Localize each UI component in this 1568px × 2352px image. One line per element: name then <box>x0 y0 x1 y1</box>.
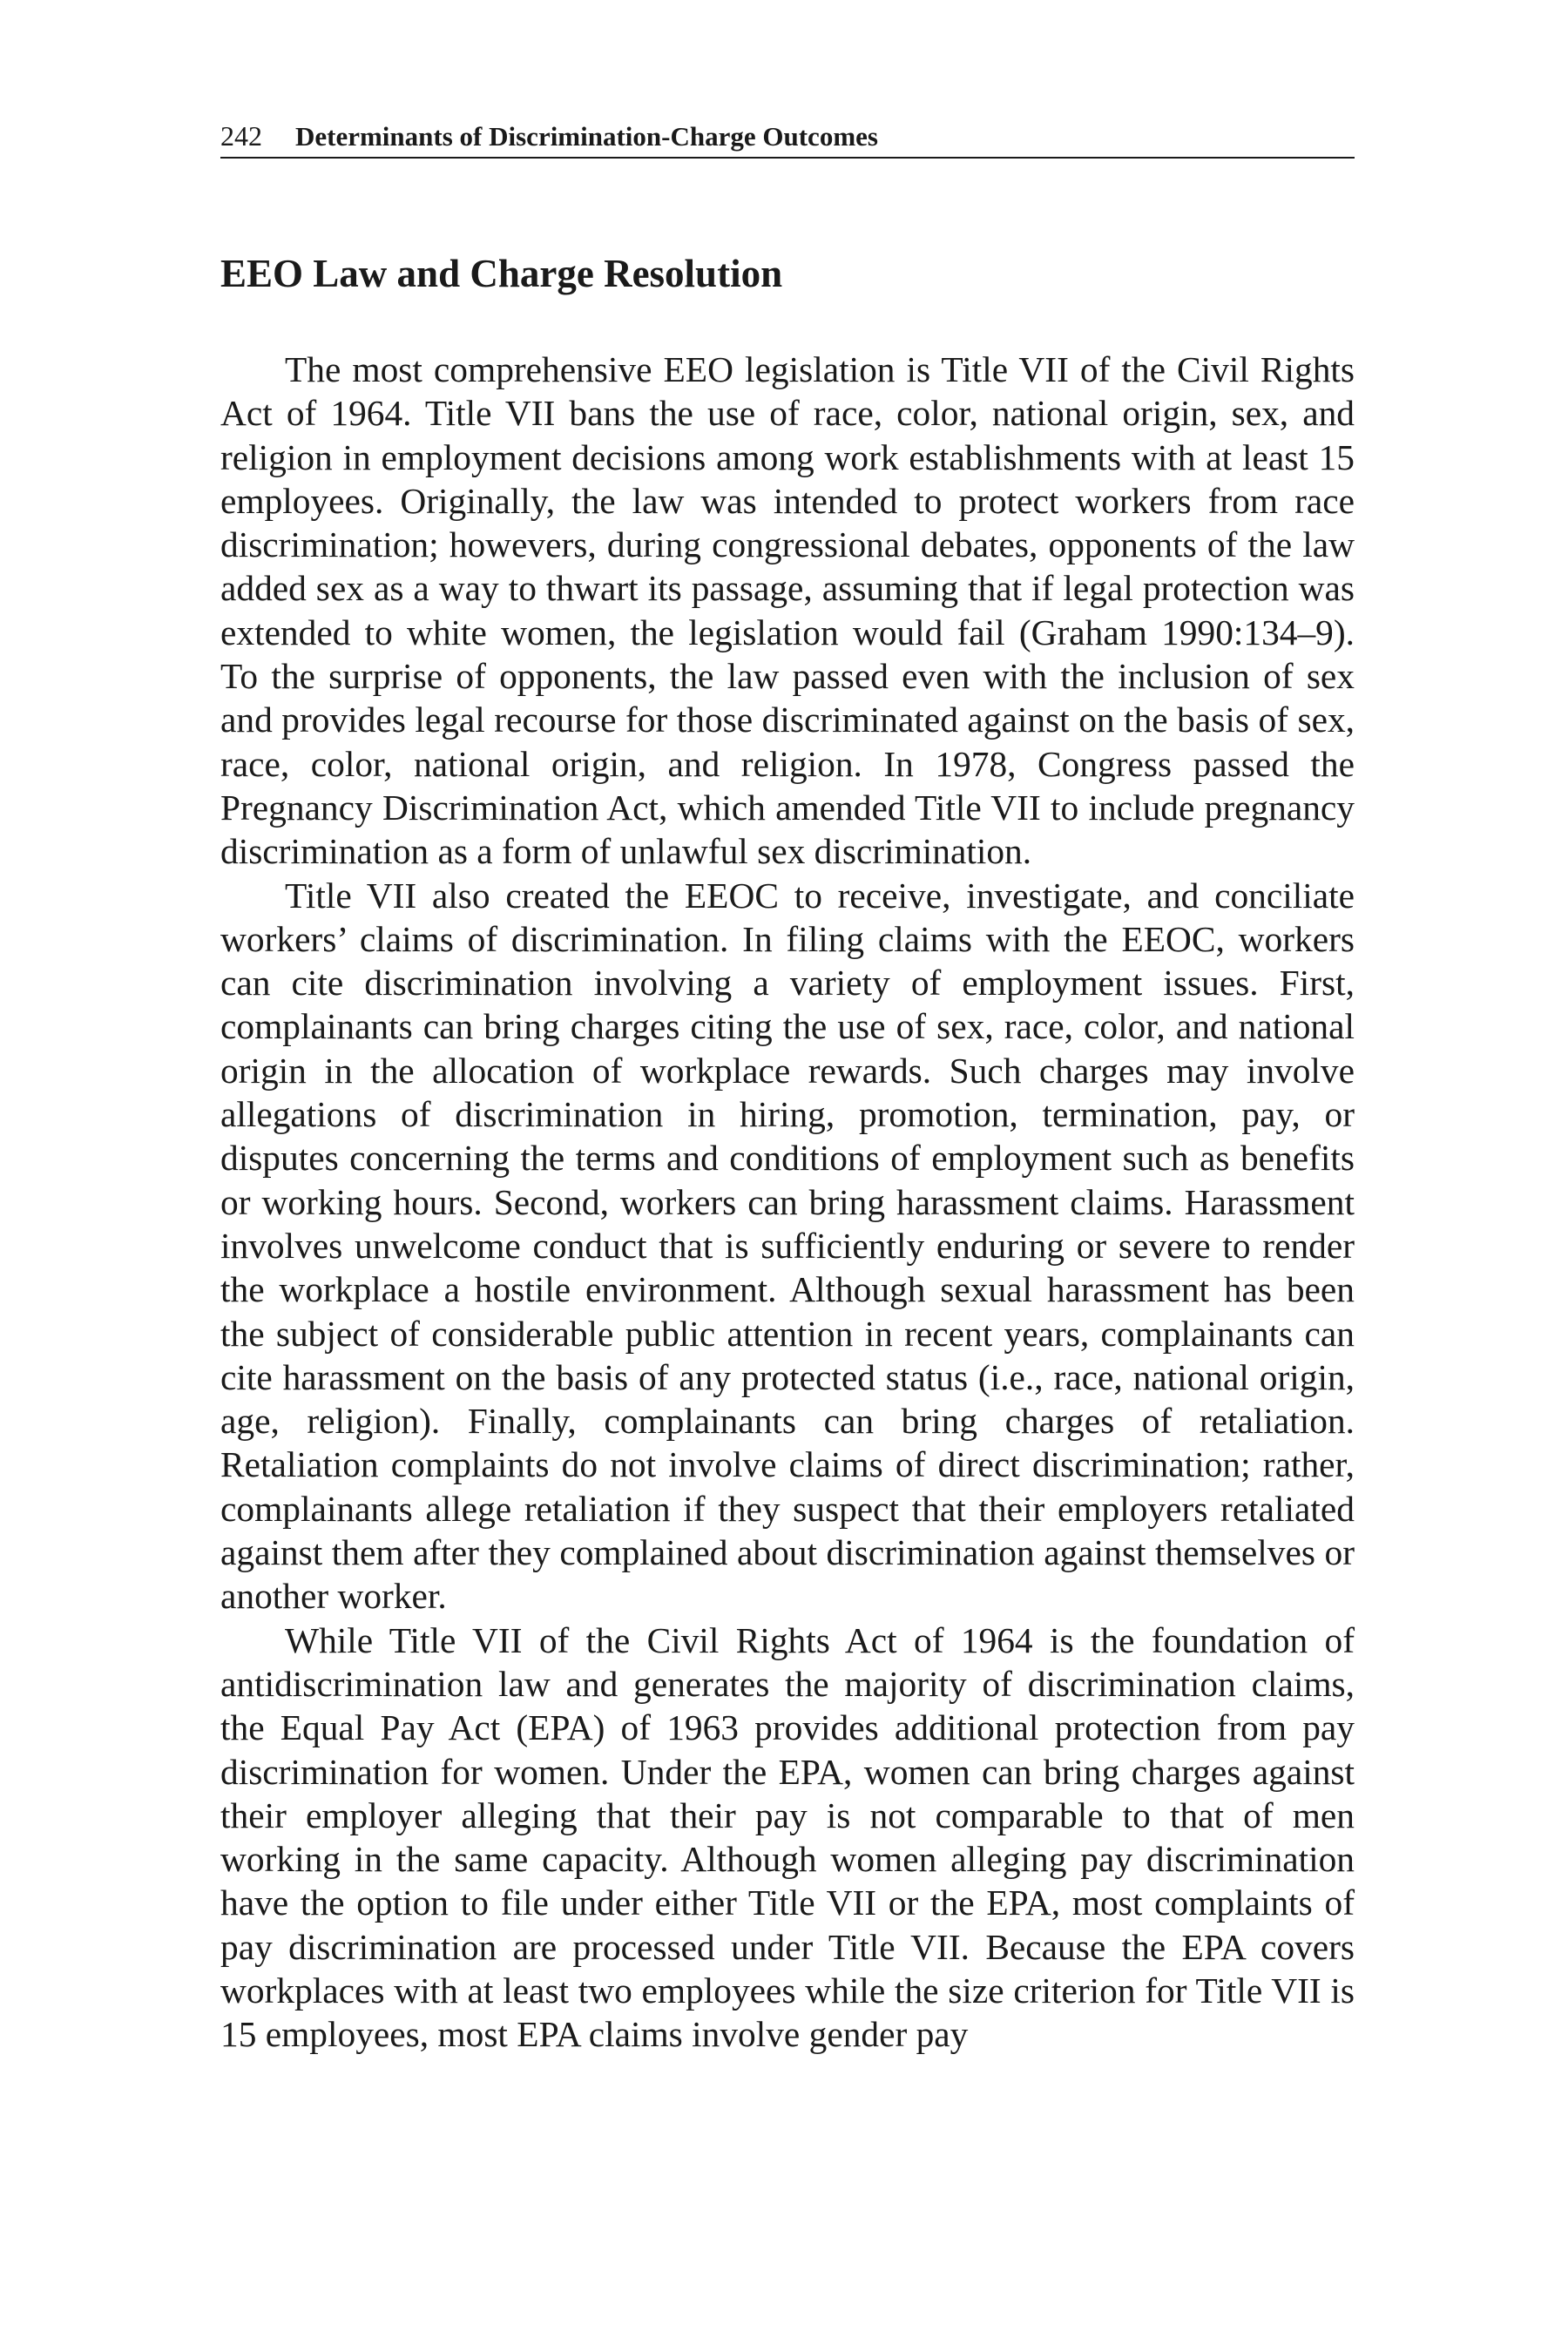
section-heading: EEO Law and Charge Resolution <box>220 252 783 295</box>
book-page <box>220 120 1355 2057</box>
running-head <box>220 120 1355 159</box>
running-title: Determinants of Discrimination-Charge Outcomes <box>295 121 878 152</box>
paragraph-1: The most comprehensive EEO legislation is Title VII of the Civil Rights Act of 1964. Title VII bans the use of race, color, national origin, sex, and religion in employment decisions among work establishments with at least 15 employees. Originally, the law was intended to protect workers from race discrimination; howevers, during congressional debates, opponents of the law added sex as a way to thwart its passage, assuming that if legal protection was extended to white women, the legislation would fail (Graham 1990:134–9). To the surprise of opponents, the law passed even with the inclusion of sex and provides legal recourse for those discriminated against on the basis of sex, race, color, national origin, and religion. In 1978, Congress passed the Pregnancy Discrimination Act, which amended Title VII to include pregnancy discrimination as a form of unlawful sex discrimination. <box>220 349 1355 872</box>
body-text <box>220 348 1355 2057</box>
page-number: 242 <box>220 120 262 152</box>
paragraph-3: While Title VII of the Civil Rights Act of 1964 is the foundation of antidiscrimination law and generates the majority of discrimination claims, the Equal Pay Act (EPA) of 1963 provides additional protection from pay discrimination for women. Under the EPA, women can bring charges against their employer alleging that their pay is not comparable to that of men working in the same capacity. Although women alleging pay discrimination have the option to file under either Title VII or the EPA, most complaints of pay discrimination are processed under Title VII. Because the EPA covers workplaces with at least two employees while the size criterion for Title VII is 15 employees, most EPA claims involve gender pay <box>220 1619 1355 2055</box>
paragraph-2: Title VII also created the EEOC to receive, investigate, and conciliate workers’ claims of discrimination. In filing claims with the EEOC, workers can cite discrimination involving a variety of employment issues. First, complainants can bring charges citing the use of sex, race, color, and national origin in the allocation of workplace rewards. Such charges may involve allegations of discrimination in hiring, promotion, termination, pay, or disputes concerning the terms and conditions of employment such as benefits or working hours. Second, workers can bring harassment claims. Harassment involves unwelcome conduct that is sufficiently enduring or severe to render the workplace a hostile environment. Although sexual harassment has been the subject of considerable public attention in recent years, complainants can cite harassment on the basis of any protected status (i.e., race, national origin, age, religion). Finally, complainants can bring charges of retaliation. Retaliation complaints do not involve claims of direct discrimination; rather, complainants allege retaliation if they suspect that their employers retaliated against them after they complained about discrimination against themselves or another worker. <box>220 875 1355 1617</box>
